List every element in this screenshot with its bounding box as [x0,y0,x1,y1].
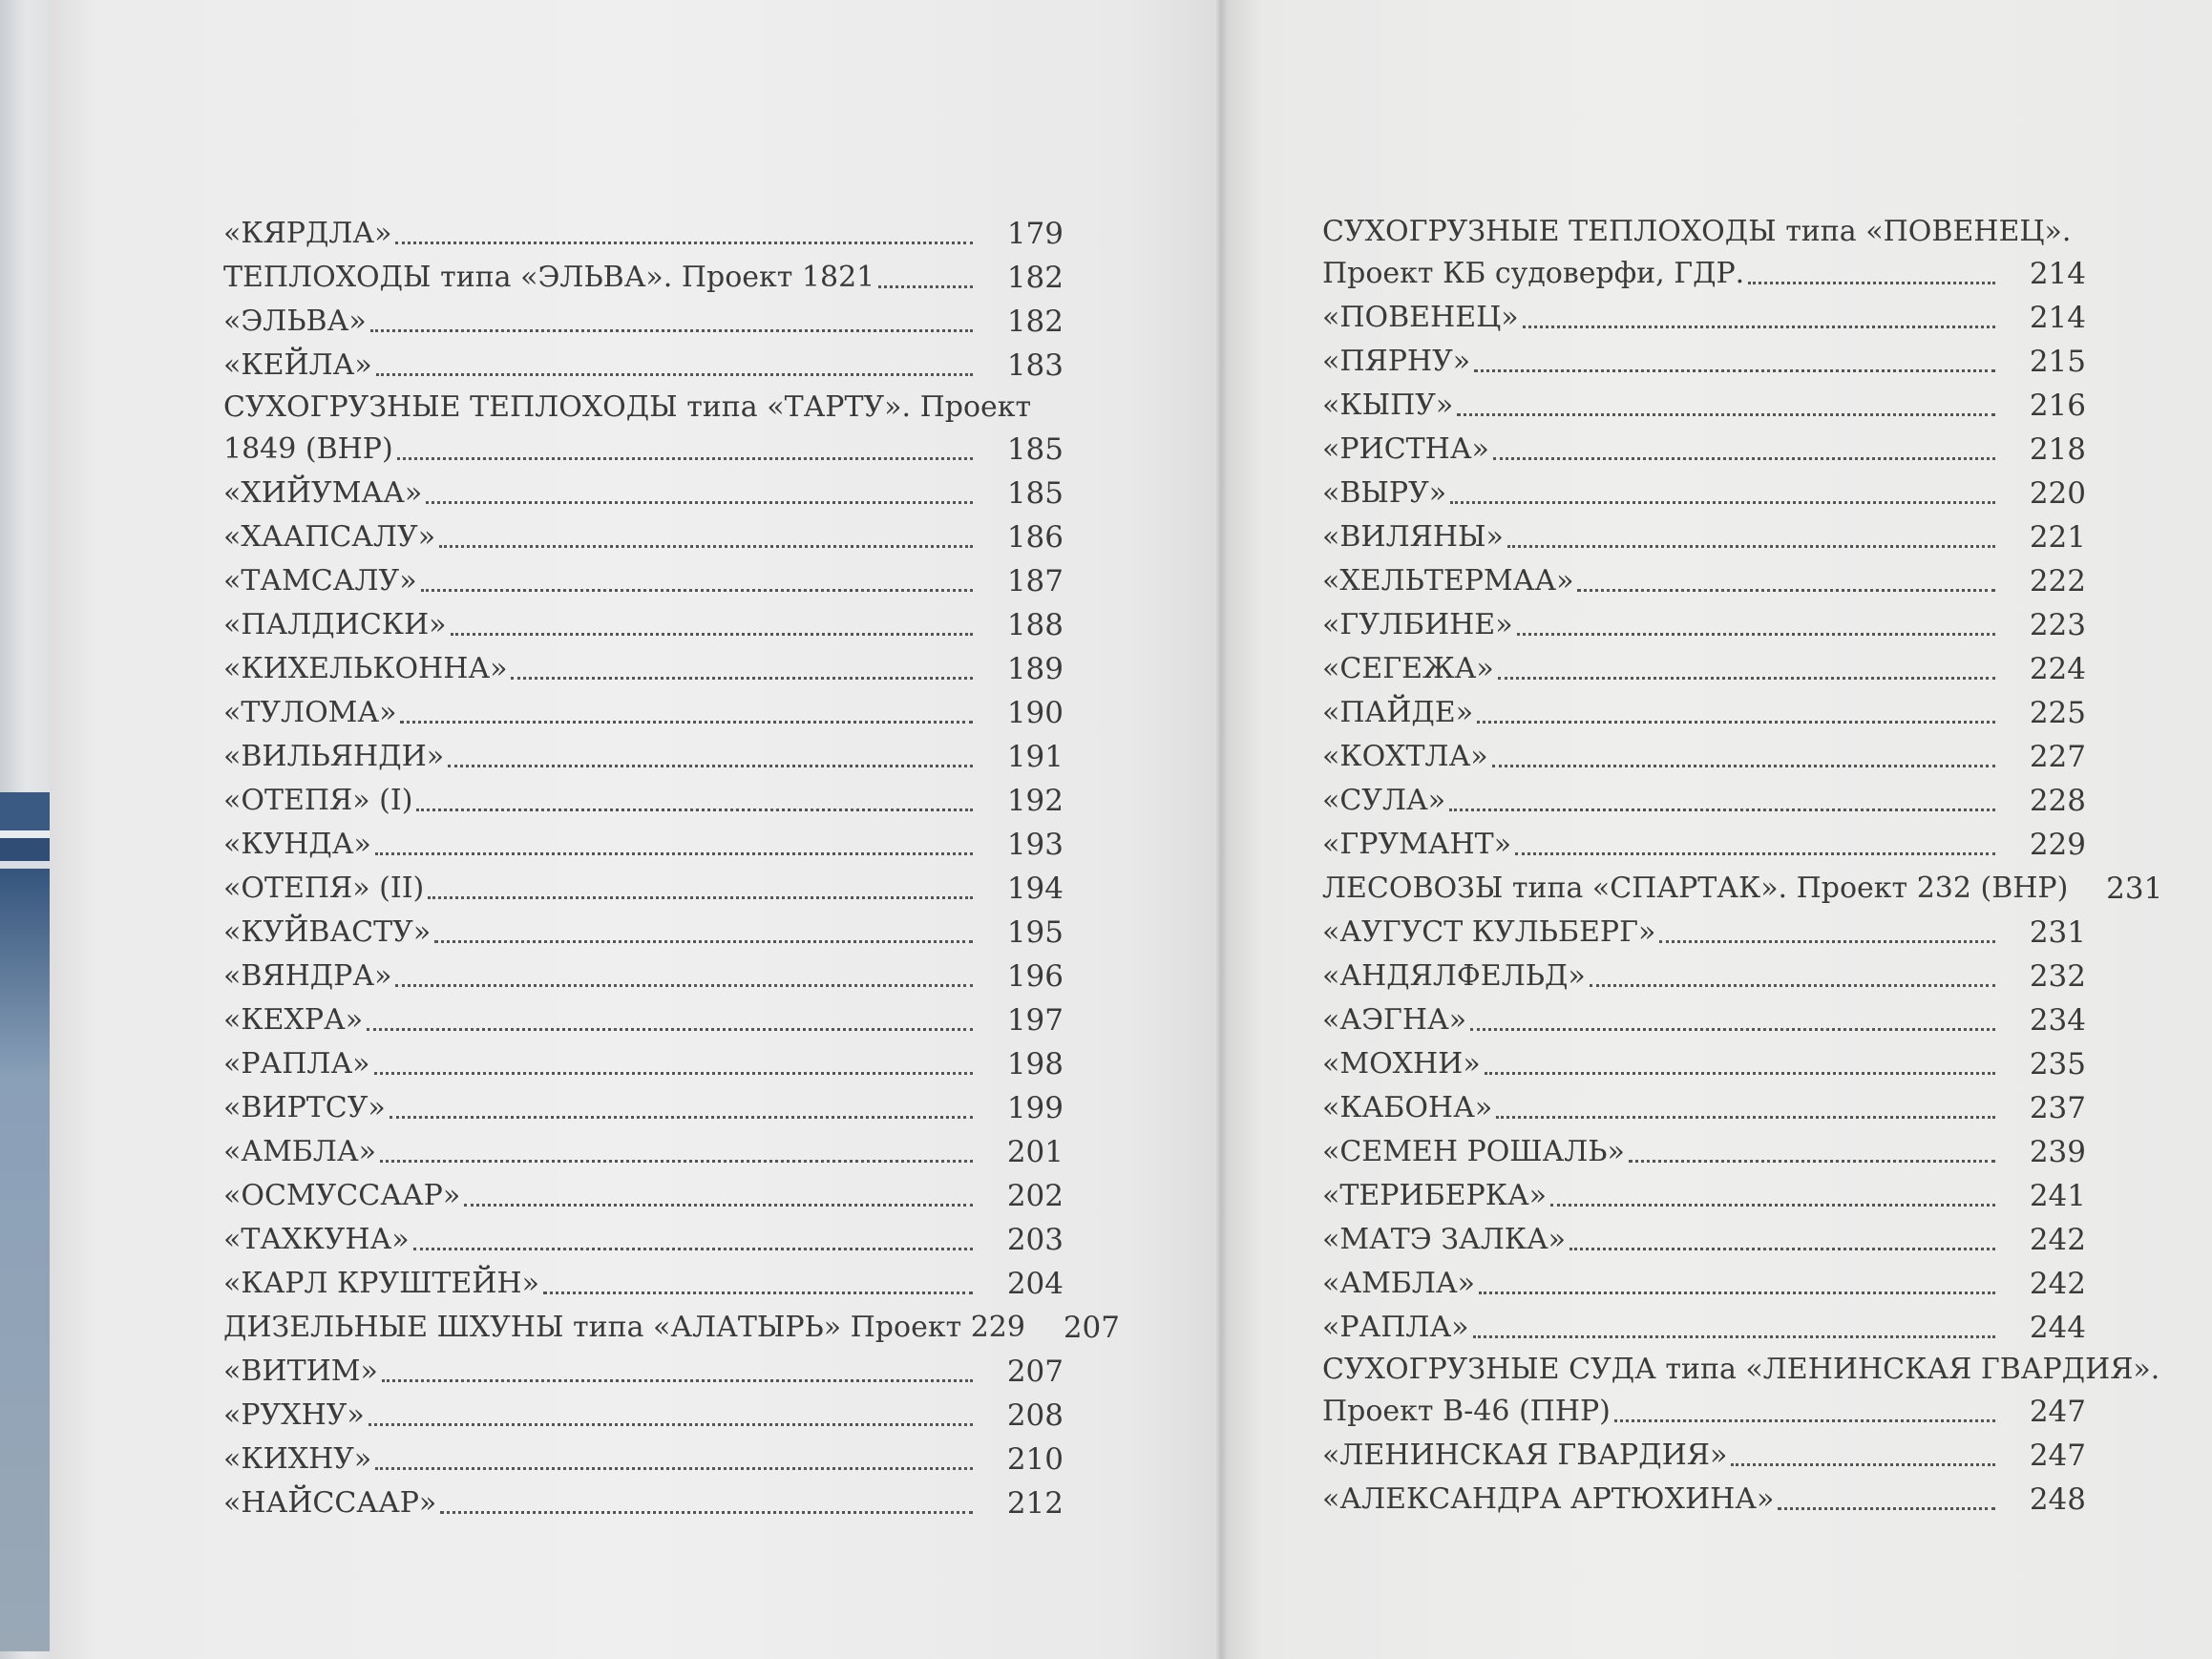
toc-entry-title: «ОТЕПЯ» (II) [223,872,425,905]
toc-entry [223,1042,1064,1086]
toc-entry-page: 239 [2029,1135,2086,1169]
toc-entry [1322,603,2086,647]
leader-dots [1449,808,1995,811]
toc-entry-title: «ВИЛЯНЫ» [1322,520,1504,554]
leader-dots [374,1072,973,1075]
toc-entry-page: 216 [2029,388,2086,423]
toc-entry [223,823,1064,867]
toc-entry-title: «ВЯНДРА» [223,959,392,993]
leader-dots [1493,457,1995,460]
toc-entry-title-line2: Проект КБ судоверфи, ГДР. [1322,257,1745,290]
leader-dots [1590,984,1995,987]
toc-entry-page: 228 [2029,784,2086,818]
toc-entry-page: 220 [2029,476,2086,511]
toc-entry-page: 229 [2029,828,2086,862]
toc-entry [1322,515,2086,559]
toc-entry-title: «КАБОНА» [1322,1091,1493,1124]
toc-entry-title: «ХИЙУМАА» [223,476,423,510]
toc-entry-page: 185 [1006,476,1064,511]
toc-entry-title: «ТАМСАЛУ» [223,564,417,598]
toc-entry-title: «АЛЕКСАНДРА АРТЮХИНА» [1322,1482,1775,1516]
toc-entry-title: «ТЕРИБЕРКА» [1322,1179,1548,1212]
toc-entry [1322,384,2086,428]
toc-entry-section [223,388,1064,472]
toc-entry-page: 183 [1006,348,1064,383]
toc-entry-title: «ПАЙДЕ» [1322,696,1474,729]
toc-entry-page: 225 [2029,696,2086,730]
leader-dots [1569,1248,1995,1250]
toc-entry-title: «АЭГНА» [1322,1003,1467,1037]
toc-entry-page: 222 [2029,564,2086,598]
leader-dots [440,1511,973,1514]
toc-entry-title: «ВЫРУ» [1322,476,1447,510]
leader-dots [400,721,973,724]
toc-entry [1322,955,2086,998]
toc-entry-page: 247 [2029,1438,2086,1473]
leader-dots [426,501,973,504]
toc-entry [223,515,1064,559]
toc-entry-title: «КАРЛ КРУШТЕЙН» [223,1267,539,1300]
leader-dots [369,1423,973,1426]
toc-entry [1322,428,2086,472]
leader-dots [1485,1072,1995,1075]
toc-entry [223,603,1064,647]
leader-dots [1474,369,1995,372]
toc-entry-title: «АНДЯЛФЕЛЬД» [1322,959,1586,993]
leader-dots [1659,940,1995,943]
toc-entry-title: «ЛЕНИНСКАЯ ГВАРДИЯ» [1322,1438,1728,1472]
toc-entry [1322,867,2163,911]
leader-dots [1577,589,1995,592]
toc-entry [1322,1130,2086,1174]
leader-dots [464,1204,973,1207]
toc-entry-page: 189 [1006,652,1064,686]
toc-entry-title-line2: Проект В-46 (ПНР) [1322,1395,1611,1428]
leader-dots [878,285,973,288]
toc-entry [1322,735,2086,779]
leader-dots [1492,765,1995,767]
toc-entry-page: 214 [2029,257,2086,291]
leader-dots [370,329,973,332]
toc-entry [1322,1478,2086,1522]
toc-entry-page: 241 [2029,1179,2086,1213]
toc-entry [223,647,1064,691]
toc-entry-page: 214 [2029,301,2086,335]
toc-entry-title: «КИХЕЛЬКОННА» [223,652,508,685]
toc-entry-title: «РАПЛА» [1322,1311,1469,1344]
toc-entry-page: 204 [1006,1267,1064,1301]
toc-entry [1322,998,2086,1042]
toc-entry-title: «ВИЛЬЯНДИ» [223,740,445,773]
toc-entry-page: 186 [1006,520,1064,555]
toc-entry-page: 231 [2029,915,2086,950]
toc-entry-title: «ВИРТСУ» [223,1091,386,1124]
leader-dots [511,677,973,680]
leader-dots [1477,721,1995,724]
toc-entry-title: ТЕПЛОХОДЫ типа «ЭЛЬВА». Проект 1821 [223,261,875,294]
toc-entry [223,911,1064,955]
leader-dots [439,545,973,548]
toc-entry-page: 185 [1006,432,1064,467]
toc-entry [223,998,1064,1042]
leader-dots [1498,677,1995,680]
toc-entry-page: 221 [2029,520,2086,555]
toc-entry-title: «СЕМЕН РОШАЛЬ» [1322,1135,1625,1168]
leader-dots [1550,1204,1995,1207]
toc-entry [223,212,1064,256]
toc-entry-page: 231 [2106,872,2163,906]
leader-dots [1523,326,1995,328]
toc-entry [223,1350,1064,1394]
toc-entry [1322,296,2086,340]
toc-entry-page: 207 [1063,1311,1120,1345]
toc-entry [223,1262,1064,1306]
toc-entry [223,735,1064,779]
toc-entry-title: «ПЯРНУ» [1322,345,1471,378]
toc-entry-title: «ХААПСАЛУ» [223,520,436,554]
leader-dots [380,1160,973,1163]
toc-entry-title: «КУЙВАСТУ» [223,915,432,949]
toc-entry-page: 187 [1006,564,1064,598]
toc-entry-page: 235 [2029,1047,2086,1082]
toc-entry-title: «ПОВЕНЕЦ» [1322,301,1519,334]
toc-entry-page: 237 [2029,1091,2086,1125]
toc-entry [223,779,1064,823]
toc-entry-page: 248 [2029,1482,2086,1517]
toc-entry-page: 199 [1006,1091,1064,1125]
toc-entry-title: «КЕЙЛА» [223,348,372,382]
toc-entry-title: «ГРУМАНТ» [1322,828,1512,861]
toc-entry [1322,1174,2086,1218]
leader-dots [1496,1116,1995,1119]
leader-dots [376,373,973,376]
toc-entry-title: «РИСТНА» [1322,432,1489,466]
toc-entry-page: 202 [1006,1179,1064,1213]
toc-entry [223,1481,1064,1525]
toc-entry [223,955,1064,998]
toc-entry-title: ЛЕСОВОЗЫ типа «СПАРТАК». Проект 232 (ВНР) [1322,872,2069,905]
toc-entry [223,300,1064,344]
leader-dots [1629,1160,1995,1163]
book-cover-edge [0,0,57,1659]
leader-dots [543,1292,973,1294]
leader-dots [397,457,973,460]
toc-entry-page: 207 [1006,1354,1064,1389]
toc-entry-title: «ОТЕПЯ» (I) [223,784,413,817]
leader-dots [1479,1292,1995,1294]
toc-entry-page: 196 [1006,959,1064,994]
leader-dots [390,1116,973,1119]
toc-entry-page: 218 [2029,432,2086,467]
toc-entry-title: «ЭЛЬВА» [223,304,367,338]
leader-dots [395,242,973,244]
leader-dots [421,589,973,592]
leader-dots [1515,852,1995,855]
toc-entry-page: 182 [1006,304,1064,339]
toc-entry [1322,1218,2086,1262]
toc-entry-page: 198 [1006,1047,1064,1082]
toc-entry [1322,340,2086,384]
toc-entry [223,867,1064,911]
toc-entry-page: 234 [2029,1003,2086,1038]
toc-entry [223,1306,1120,1350]
leader-dots [1470,1028,1995,1031]
toc-entry-page: 194 [1006,872,1064,906]
toc-entry-title: «ГУЛБИНЕ» [1322,608,1513,641]
toc-entry-title: ДИЗЕЛЬНЫЕ ШХУНЫ типа «АЛАТЫРЬ» Проект 229 [223,1311,1025,1344]
toc-entry-page: 182 [1006,261,1064,295]
toc-entry [223,344,1064,388]
toc-entry-page: 210 [1006,1442,1064,1477]
toc-entry-page: 242 [2029,1267,2086,1301]
leader-dots [434,940,973,943]
toc-entry-title: «ОСМУССААР» [223,1179,461,1212]
leader-dots [428,896,973,899]
toc-entry [1322,647,2086,691]
toc-entry [1322,1042,2086,1086]
toc-entry-title: «СЕГЕЖА» [1322,652,1494,685]
toc-entry-title: «АМБЛА» [1322,1267,1475,1300]
toc-entry-title-line1: СУХОГРУЗНЫЕ ТЕПЛОХОДЫ типа «ТАРТУ». Проект [223,390,1032,424]
leader-dots [448,765,973,767]
toc-entry [223,1218,1064,1262]
toc-entry [223,1394,1064,1438]
toc-entry-page: 232 [2029,959,2086,994]
toc-entry-title: «МОХНИ» [1322,1047,1481,1081]
toc-entry-page: 242 [2029,1223,2086,1257]
leader-dots [375,1467,973,1470]
toc-entry [1322,823,2086,867]
leader-dots [1450,501,1995,504]
leader-dots [1473,1335,1995,1338]
toc-entry [1322,779,2086,823]
toc-entry-title-line2: 1849 (ВНР) [223,432,393,466]
toc-entry-title: «АУГУСТ КУЛЬБЕРГ» [1322,915,1656,949]
toc-entry-title: «КЯРДЛА» [223,217,392,250]
toc-entry [1322,691,2086,735]
toc-entry-title: «СУЛА» [1322,784,1446,817]
toc-entry [1322,1086,2086,1130]
toc-entry-title: «ХЕЛЬТЕРМАА» [1322,564,1574,598]
toc-entry [1322,559,2086,603]
toc-entry-title: «АМБЛА» [223,1135,376,1168]
toc-entry [1322,911,2086,955]
leader-dots [1614,1419,1995,1422]
cover-stripes [0,792,50,1651]
toc-entry [1322,472,2086,515]
leader-dots [1517,633,1995,636]
toc-entry-title: «РУХНУ» [223,1398,365,1432]
toc-entry-page: 215 [2029,345,2086,379]
toc-entry-page: 191 [1006,740,1064,774]
toc-entry-page: 224 [2029,652,2086,686]
toc-entry-title: «КЫПУ» [1322,388,1454,422]
toc-entry [223,691,1064,735]
toc-entry-title: «КУНДА» [223,828,371,861]
leader-dots [1507,545,1995,548]
toc-entry-section [1322,212,2086,296]
toc-entry [223,1086,1064,1130]
toc-entry-page: 227 [2029,740,2086,774]
toc-entry-title: «ТУЛОМА» [223,696,397,729]
toc-entry [1322,1262,2086,1306]
toc-entry-page: 188 [1006,608,1064,642]
toc-right-list [1322,212,2163,1522]
toc-entry-page: 193 [1006,828,1064,862]
toc-left-list [223,212,1120,1525]
leader-dots [416,808,973,811]
toc-entry-page: 212 [1006,1486,1064,1521]
leader-dots [367,1028,973,1031]
toc-entry-title: «КЕХРА» [223,1003,364,1037]
toc-entry-page: 244 [2029,1311,2086,1345]
leader-dots [1457,413,1995,416]
leader-dots [413,1248,973,1250]
toc-entry-page: 190 [1006,696,1064,730]
book-gutter [1214,0,1228,1659]
leader-dots [1778,1507,1995,1510]
toc-entry-title-line1: СУХОГРУЗНЫЕ СУДА типа «ЛЕНИНСКАЯ ГВАРДИЯ». [1322,1353,2160,1386]
toc-entry-title: «МАТЭ ЗАЛКА» [1322,1223,1567,1256]
toc-entry [223,1174,1064,1218]
toc-entry-section [1322,1350,2160,1434]
toc-entry-title: «ПАЛДИСКИ» [223,608,447,641]
toc-entry-page: 201 [1006,1135,1064,1169]
toc-entry [223,256,1064,300]
toc-entry-title: «КОХТЛА» [1322,740,1488,773]
toc-entry-title-line1: СУХОГРУЗНЫЕ ТЕПЛОХОДЫ типа «ПОВЕНЕЦ». [1322,215,2072,248]
toc-entry-page: 195 [1006,915,1064,950]
leader-dots [451,633,973,636]
leader-dots [1731,1463,1995,1466]
toc-entry [1322,1434,2086,1478]
toc-entry-title: «РАПЛА» [223,1047,370,1081]
toc-entry [223,472,1064,515]
leader-dots [382,1379,973,1382]
toc-entry-page: 203 [1006,1223,1064,1257]
toc-entry-page: 223 [2029,608,2086,642]
toc-entry-title: «НАЙССААР» [223,1486,437,1520]
toc-entry [223,1130,1064,1174]
leader-dots [395,984,973,987]
toc-entry-page: 179 [1006,217,1064,251]
toc-entry-page: 192 [1006,784,1064,818]
toc-entry-page: 208 [1006,1398,1064,1433]
toc-entry [223,1438,1064,1481]
toc-entry [223,559,1064,603]
toc-entry-page: 247 [2029,1395,2086,1429]
toc-entry-title: «ВИТИМ» [223,1354,378,1388]
toc-entry-title: «КИХНУ» [223,1442,372,1476]
toc-entry-title: «ТАХКУНА» [223,1223,410,1256]
leader-dots [375,852,973,855]
toc-entry-page: 197 [1006,1003,1064,1038]
toc-entry [1322,1306,2086,1350]
leader-dots [1748,282,1995,284]
